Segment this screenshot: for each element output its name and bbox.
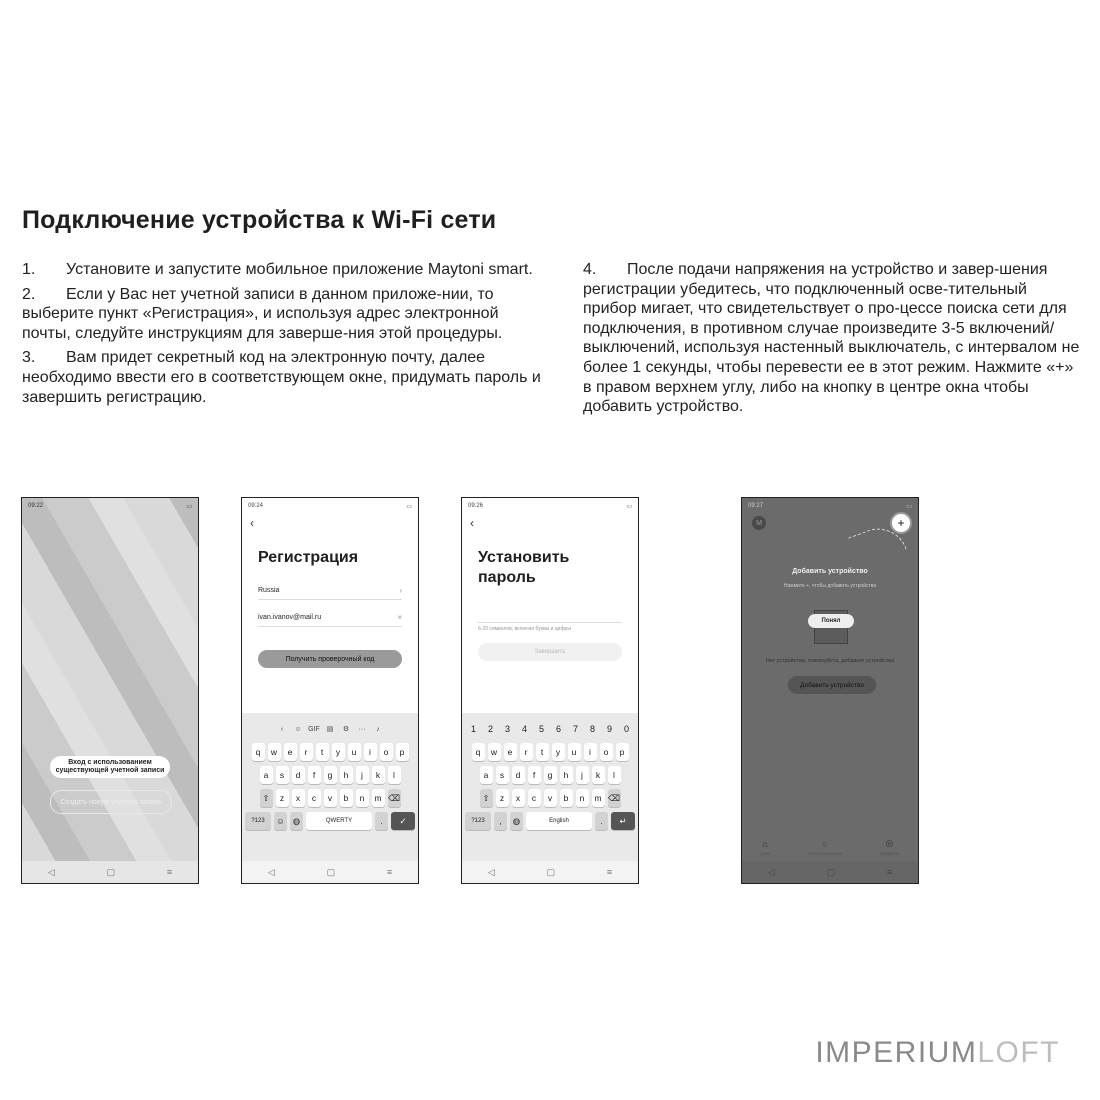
backspace-icon[interactable]: ⌫ — [388, 789, 401, 807]
mic-icon[interactable]: ♪ — [376, 725, 380, 733]
back-nav-icon[interactable]: ◁ — [267, 866, 275, 877]
phone-screen-registration — [241, 497, 419, 884]
key[interactable]: t — [536, 743, 549, 761]
avatar[interactable]: M — [752, 516, 766, 530]
back-nav-icon[interactable]: ◁ — [767, 866, 775, 877]
screen-heading: Регистрация — [258, 549, 359, 566]
shift-icon[interactable]: ⇧ — [480, 789, 493, 807]
status-bar: 09:27 ▭ — [748, 503, 912, 510]
battery-icon: ▭ — [626, 503, 632, 510]
comma-key[interactable]: , — [494, 812, 507, 830]
mode-key[interactable]: ?123 — [245, 812, 271, 830]
key[interactable]: k — [592, 766, 605, 784]
finish-button[interactable]: Завершить — [478, 643, 622, 661]
profile-icon: ◎ — [885, 838, 894, 848]
key[interactable]: l — [608, 766, 621, 784]
menu-nav-icon[interactable]: ≡ — [166, 867, 173, 877]
system-nav-bar — [462, 861, 638, 883]
password-hint: 6-20 символов, включая буквы и цифры — [478, 626, 571, 632]
key[interactable]: 2 — [487, 724, 493, 734]
step-1: 1. Установите и запустите мобильное приложение Maytoni smart. — [22, 261, 533, 278]
key[interactable]: l — [388, 766, 401, 784]
key[interactable]: t — [316, 743, 329, 761]
key[interactable]: k — [372, 766, 385, 784]
status-bar: 09:24 ▭ — [248, 503, 412, 510]
emoji-icon[interactable]: ☺ — [274, 812, 287, 830]
key[interactable]: a — [480, 766, 493, 784]
menu-nav-icon[interactable]: ≡ — [886, 867, 893, 877]
mode-key[interactable]: ?123 — [465, 812, 491, 830]
no-devices-text: Нет устройства, пожалуйста, добавьте устройства — [765, 658, 895, 664]
key[interactable]: h — [340, 766, 353, 784]
key[interactable]: u — [348, 743, 361, 761]
key[interactable]: c — [528, 789, 541, 807]
add-device-title: Добавить устройство — [792, 568, 868, 575]
key[interactable]: o — [380, 743, 393, 761]
keyboard-row-4 — [245, 812, 415, 830]
key[interactable]: g — [544, 766, 557, 784]
key[interactable]: n — [576, 789, 589, 807]
bulb-icon: ○ — [821, 838, 828, 849]
keyboard-toolbar — [245, 720, 415, 738]
password-field[interactable] — [478, 604, 622, 623]
country-select[interactable]: Russia › — [258, 581, 402, 600]
key[interactable]: i — [364, 743, 377, 761]
back-nav-icon[interactable]: ◁ — [487, 866, 495, 877]
period-key[interactable]: . — [595, 812, 608, 830]
get-code-button[interactable]: Получить проверочный код — [258, 650, 402, 668]
key[interactable]: 9 — [606, 724, 612, 734]
enter-icon[interactable]: ↵ — [611, 812, 635, 830]
key[interactable]: u — [568, 743, 581, 761]
phone-screen-login — [21, 497, 199, 884]
battery-icon: ▭ — [906, 503, 912, 510]
key[interactable]: 3 — [504, 724, 510, 734]
period-key[interactable]: . — [375, 812, 388, 830]
wallpaper — [22, 498, 198, 883]
key[interactable]: e — [284, 743, 297, 761]
bottom-tabs — [742, 833, 918, 861]
battery-icon: ▭ — [186, 503, 192, 510]
key[interactable]: a — [260, 766, 273, 784]
status-bar: 09:26 ▭ — [468, 503, 632, 510]
key[interactable]: f — [308, 766, 321, 784]
menu-nav-icon[interactable]: ≡ — [386, 867, 393, 877]
key[interactable]: 7 — [572, 724, 578, 734]
keyboard — [462, 713, 638, 861]
key[interactable]: q — [252, 743, 265, 761]
key[interactable]: e — [504, 743, 517, 761]
home-icon: ⌂ — [762, 838, 768, 849]
keyboard-row-4 — [465, 812, 635, 830]
key[interactable]: v — [544, 789, 557, 807]
key[interactable]: c — [308, 789, 321, 807]
status-bar: 09:22 ▭ — [28, 503, 192, 510]
step-3: 3. Вам придет секретный код на электронную почту, далее необходимо ввести его в соответствующем окне, придумать пароль и завершить регистрацию. — [22, 349, 541, 406]
key[interactable]: 5 — [538, 724, 544, 734]
sticker-icon[interactable]: ☺ — [294, 725, 302, 733]
key[interactable]: d — [292, 766, 305, 784]
system-nav-bar — [242, 861, 418, 883]
gear-icon[interactable]: ⚙ — [342, 726, 350, 733]
imperiumloft-logo: IMPERIUMLOFT — [815, 1036, 1060, 1069]
backspace-icon[interactable]: ⌫ — [608, 789, 621, 807]
key[interactable]: p — [396, 743, 409, 761]
key[interactable]: q — [472, 743, 485, 761]
email-field[interactable]: ivan.ivanov@mail.ru × — [258, 608, 402, 627]
key[interactable]: m — [592, 789, 605, 807]
key[interactable]: w — [488, 743, 501, 761]
key[interactable]: 4 — [521, 724, 527, 734]
instructions-left — [22, 260, 542, 412]
key[interactable]: s — [276, 766, 289, 784]
step-4: 4. После подачи напряжения на устройство и завер-шения регистрации убедитесь, что подключенный осве-тительный прибор мигает, что свидетельствует о про-цессе поиска сети для подключения, в противном случае произведите 3-5 включений/выключений, используя настенный выключатель, с интервалом не более 1 секунды, чтобы перевести ее в этот режим. Нажмите «+» в правом верхнем углу, либо на кнопку в центре окна чтобы добавить устройство. — [583, 261, 1080, 416]
tab-scenes[interactable]: ○ Умные сценарии — [807, 838, 843, 856]
home-nav-icon[interactable]: ▢ — [326, 866, 336, 877]
clear-icon[interactable]: × — [397, 612, 402, 622]
key[interactable]: n — [356, 789, 369, 807]
key[interactable]: i — [584, 743, 597, 761]
back-arrow-icon[interactable]: ‹ — [470, 516, 474, 530]
key[interactable]: 6 — [555, 724, 561, 734]
key[interactable]: v — [324, 789, 337, 807]
screen-heading: Установить пароль — [478, 549, 570, 586]
login-existing-button[interactable]: Вход с использованием существующей учетной записи — [50, 756, 170, 778]
key[interactable]: z — [496, 789, 509, 807]
check-icon[interactable]: ✓ — [391, 812, 415, 830]
key[interactable]: o — [600, 743, 613, 761]
globe-icon[interactable]: ◍ — [510, 812, 523, 830]
tab-home[interactable]: ⌂ Дом — [760, 838, 770, 856]
home-nav-icon[interactable]: ▢ — [106, 866, 116, 877]
key[interactable]: 0 — [623, 724, 629, 734]
key[interactable]: j — [576, 766, 589, 784]
phone-screen-add-device — [741, 497, 919, 884]
key[interactable]: x — [292, 789, 305, 807]
space-bar[interactable]: QWERTY — [306, 812, 372, 830]
keyboard-number-row — [465, 720, 635, 738]
menu-nav-icon[interactable]: ≡ — [606, 867, 613, 877]
key[interactable]: r — [300, 743, 313, 761]
battery-icon: ▭ — [406, 503, 412, 510]
key[interactable]: y — [332, 743, 345, 761]
clipboard-icon[interactable]: ▤ — [326, 726, 334, 733]
key[interactable]: d — [512, 766, 525, 784]
key[interactable]: r — [520, 743, 533, 761]
keyboard-row-1 — [245, 743, 415, 761]
key[interactable]: y — [552, 743, 565, 761]
tab-profile[interactable]: ◎ Профиль — [879, 838, 900, 856]
keyboard — [242, 713, 418, 861]
key[interactable]: f — [528, 766, 541, 784]
shift-icon[interactable]: ⇧ — [260, 789, 273, 807]
phone-screen-set-password — [461, 497, 639, 884]
key[interactable]: w — [268, 743, 281, 761]
key[interactable]: p — [616, 743, 629, 761]
system-nav-bar — [742, 861, 918, 883]
keyboard-row-2 — [465, 766, 635, 784]
gif-key[interactable]: GIF — [308, 725, 320, 733]
home-nav-icon[interactable]: ▢ — [546, 866, 556, 877]
got-it-button[interactable]: Понял — [808, 614, 854, 628]
key[interactable]: h — [560, 766, 573, 784]
key[interactable]: z — [276, 789, 289, 807]
keyboard-row-3 — [245, 789, 415, 807]
key[interactable]: b — [340, 789, 353, 807]
system-nav-bar — [22, 861, 198, 883]
chevron-right-icon: › — [399, 585, 402, 595]
add-device-button[interactable]: Добавить устройство — [788, 676, 876, 694]
page-title: Подключение устройства к Wi-Fi сети — [22, 206, 497, 234]
step-2: 2. Если у Вас нет учетной записи в данном приложе-нии, то выберите пункт «Регистрация», и используя адрес электронной почты, следуйте инструкциям для заверше-ния этой процедуры. — [22, 285, 503, 342]
key[interactable]: 8 — [589, 724, 595, 734]
key[interactable]: b — [560, 789, 573, 807]
key[interactable]: 1 — [470, 724, 476, 734]
add-device-plus-icon[interactable]: + — [890, 512, 912, 534]
key[interactable]: x — [512, 789, 525, 807]
add-device-subtitle: Нажмите +, чтобы добавить устройства — [783, 583, 877, 589]
more-icon[interactable]: ··· — [358, 725, 366, 733]
key[interactable]: j — [356, 766, 369, 784]
keyboard-row-1 — [465, 743, 635, 761]
space-bar[interactable]: English — [526, 812, 592, 830]
instructions-right — [583, 260, 1083, 422]
back-nav-icon[interactable]: ◁ — [47, 866, 55, 877]
key[interactable]: m — [372, 789, 385, 807]
back-arrow-icon[interactable]: ‹ — [250, 516, 254, 530]
keyboard-row-3 — [465, 789, 635, 807]
collapse-icon[interactable]: ‹ — [280, 725, 284, 733]
home-nav-icon[interactable]: ▢ — [826, 866, 836, 877]
create-account-button[interactable]: Создать новую учетную запись — [50, 790, 172, 814]
key[interactable]: s — [496, 766, 509, 784]
keyboard-row-2 — [245, 766, 415, 784]
globe-icon[interactable]: ◍ — [290, 812, 303, 830]
key[interactable]: g — [324, 766, 337, 784]
